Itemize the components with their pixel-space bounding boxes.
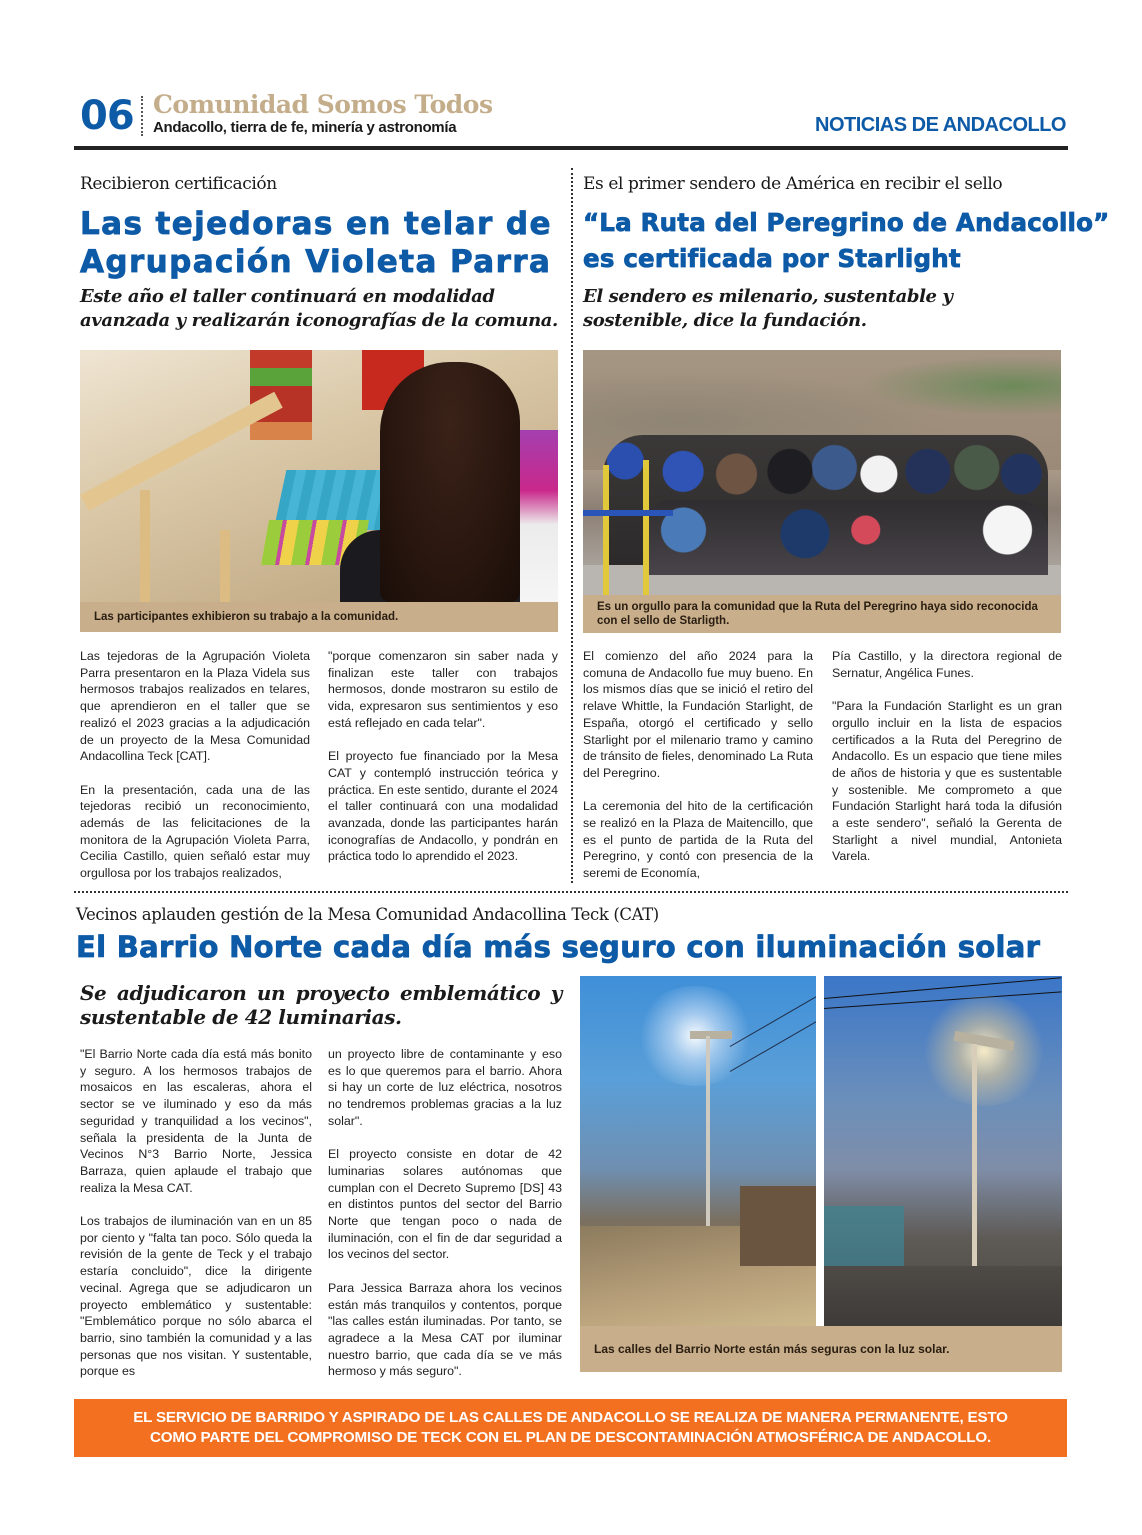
- photo-exercise-machine: [643, 460, 649, 595]
- article-headline: [583, 205, 1109, 277]
- photo-hanging-textile: [250, 350, 312, 440]
- paragraph: El comienzo del año 2024 para la comuna de Andacollo fue muy bueno. En los mismos días que se inició el retiro del relave Whittle, la Fundación Starlight, de España, otorgó el certificado y sello Starlight por el milenario tramo y camino de tránsito de fieles, denominado La Ruta del Peregrino.: [583, 649, 813, 780]
- photo-power-line: [824, 977, 1061, 999]
- paragraph: El proyecto consiste en dotar de 42 luminarias solares autónomas que cumplan con el Decreto Supremo [DS] 43 en distintos puntos del sector del Barrio Norte que tengan poco o nada de iluminación, con el fin de dar seguridad a los vecinos del sector.: [328, 1147, 562, 1262]
- paragraph: En la presentación, cada una de las tejedoras recibió un reconocimiento, además de las felicitaciones de la monitora de la Agrupación Violeta Parra, Cecilia Castillo, quien señaló estar muy orgullosa por los trabajos realizados,: [80, 782, 310, 881]
- headline-line: “La Ruta del Peregrino de Andacollo”: [583, 208, 1110, 237]
- banner-line: EL SERVICIO DE BARRIDO Y ASPIRADO DE LAS CALLES DE ANDACOLLO SE REALIZA DE MANERA PERMANENTE, ESTO: [133, 1409, 1008, 1426]
- article-column: [80, 648, 310, 882]
- page-number: 06: [80, 93, 134, 139]
- header-rule: [74, 146, 1068, 150]
- article-kicker: Es el primer sendero de América en recibir el sello: [583, 174, 1003, 194]
- photo-exercise-machine: [603, 465, 609, 595]
- article-deck: Se adjudicaron un proyecto emblemático y sustentable de 42 luminarias.: [80, 981, 562, 1029]
- article-column: [832, 648, 1062, 865]
- article-kicker: Recibieron certificación: [80, 174, 277, 194]
- article-headline: [76, 928, 1040, 966]
- column-divider: [571, 168, 573, 883]
- article-column: [583, 648, 813, 882]
- article-deck: El sendero es milenario, sustentable y sostenible, dice la fundación.: [583, 286, 953, 331]
- article-kicker: Vecinos aplauden gestión de la Mesa Comunidad Andacollina Teck (CAT): [76, 905, 659, 924]
- header-divider: [141, 96, 143, 136]
- banner-line: COMO PARTE DEL COMPROMISO DE TECK CON EL PLAN DE DESCONTAMINACIÓN ATMOSFÉRICA DE ANDACOLLO.: [149, 1429, 992, 1446]
- article-headline: [80, 205, 552, 281]
- paragraph: "El Barrio Norte cada día está más bonito y seguro. A los hermosos trabajos de mosaicos en las escaleras, ahora el sector se ve iluminado y eso da más seguridad y tranquilidad a los vecinos", señala la presidenta de la Junta de Vecinos N°3 Barrio Norte, Jessica Barraza, quien aplaude el trabajo que realiza la Mesa CAT.: [80, 1047, 312, 1195]
- paragraph: "Para la Fundación Starlight es un gran orgullo incluir en la lista de espacios certificados a la Ruta del Peregrino de Andacollo. Es un espacio que tiene miles de años de historia y que es sustentable y sostenible. Me comprometo a que Fundación Starlight hará toda la difusión a este sendero", señaló la Gerenta de Starlight a nivel mundial, Antonieta Varela.: [832, 699, 1062, 864]
- section-subtitle: Andacollo, tierra de fe, minería y astronomía: [153, 119, 457, 136]
- photo-solar-streetlight-1: [580, 976, 816, 1326]
- photo-solar-streetlight-2: [824, 976, 1062, 1326]
- photo-crowd-front-row: [643, 500, 1048, 575]
- paragraph: un proyecto libre de contaminante y eso es lo que queremos para el barrio. Ahora si hay un corte de luz eléctrica, nosotros no tendremos problemas gracias a la luz solar".: [328, 1047, 562, 1128]
- paragraph: "porque comenzaron sin saber nada y finalizan este taller con trabajos hermosos, donde mostraron su estilo de vida, expresaron sus sentimientos y eso está reflejado en cada telar".: [328, 649, 558, 730]
- section-title: Comunidad Somos Todos: [153, 90, 493, 119]
- headline-line: es certificada por Starlight: [583, 244, 961, 273]
- photo-weaver-hair: [380, 362, 520, 602]
- teck-announcement-banner: [74, 1399, 1067, 1457]
- photo-caption: Es un orgullo para la comunidad que la Ruta del Peregrino haya sido reconocida con el sello de Starligth.: [583, 595, 1061, 633]
- paragraph: Las tejedoras de la Agrupación Violeta Parra presentaron en la Plaza Videla sus hermosos trabajos realizados en telares, que aprendieron en el taller que se realizó el 2023 gracias a la adjudicación de un proyecto de la Mesa Comunidad Andacollina Teck [CAT].: [80, 649, 310, 764]
- section-divider: [74, 891, 1068, 893]
- article-deck: Este año el taller continuará en modalidad avanzada y realizarán iconografías de la comuna.: [80, 286, 558, 331]
- article-column: [328, 648, 558, 865]
- paragraph: El proyecto fue financiado por la Mesa CAT y contempló instrucción teórica y práctica. En este sentido, durante el 2024 el taller continuará con una modalidad avanzada, donde las participantes harán iconografías de Andacollo, y pondrán en práctica todo lo aprendido el 2023.: [328, 749, 558, 864]
- article-column: [328, 1046, 562, 1380]
- photo-loom-post: [220, 530, 230, 602]
- publication-label: NOTICIAS DE ANDACOLLO: [815, 114, 1066, 136]
- photo-fence: [740, 1186, 816, 1266]
- paragraph: Pía Castillo, y la directora regional de Sernatur, Angélica Funes.: [832, 649, 1062, 680]
- photo-group-ceremony: [583, 350, 1061, 595]
- headline-line: Agrupación Violeta Parra: [80, 244, 552, 280]
- paragraph: Los trabajos de iluminación van en un 85 por ciento y "falta tan poco. Sólo queda la revisión de la gente de Teck y el trabajo estaría concluido", dice la dirigente vecinal. Agrega que se adjudicaron un proyecto emblemático y sustentable: "Emblemático porque no sólo abarca el barrio, sino también la comunidad y a las personas que nos visitan. Y sustentable, porque es: [80, 1214, 312, 1379]
- paragraph: Para Jessica Barraza ahora los vecinos están más tranquilos y contentos, porque "las calles están iluminadas. Por tanto, se agradece a la Mesa CAT por iluminar nuestro barrio, que cada día se ve más hermoso y más seguro".: [328, 1280, 562, 1379]
- paragraph: La ceremonia del hito de la certificación se realizó en la Plaza de Maitencillo, que es el punto de partida de la Ruta del Peregrino, y contó con presencia de la seremi de Economía,: [583, 799, 813, 881]
- photo-street: [824, 1266, 1062, 1326]
- photo-exercise-bar: [583, 510, 673, 516]
- photo-caption: Las calles del Barrio Norte están más seguras con la luz solar.: [580, 1326, 1062, 1372]
- photo-lamp-head: [690, 1031, 732, 1039]
- photo-loom-post: [140, 490, 150, 602]
- photo-weaver-at-loom: [80, 350, 558, 602]
- photo-light-glow: [919, 996, 1049, 1106]
- article-column: [80, 1046, 312, 1380]
- headline-line: Las tejedoras en telar de: [80, 206, 552, 242]
- photo-lamp-pole: [972, 1044, 977, 1276]
- photo-caption: Las participantes exhibieron su trabajo a la comunidad.: [80, 602, 558, 632]
- headline-line: El Barrio Norte cada día más seguro con iluminación solar: [76, 930, 1041, 964]
